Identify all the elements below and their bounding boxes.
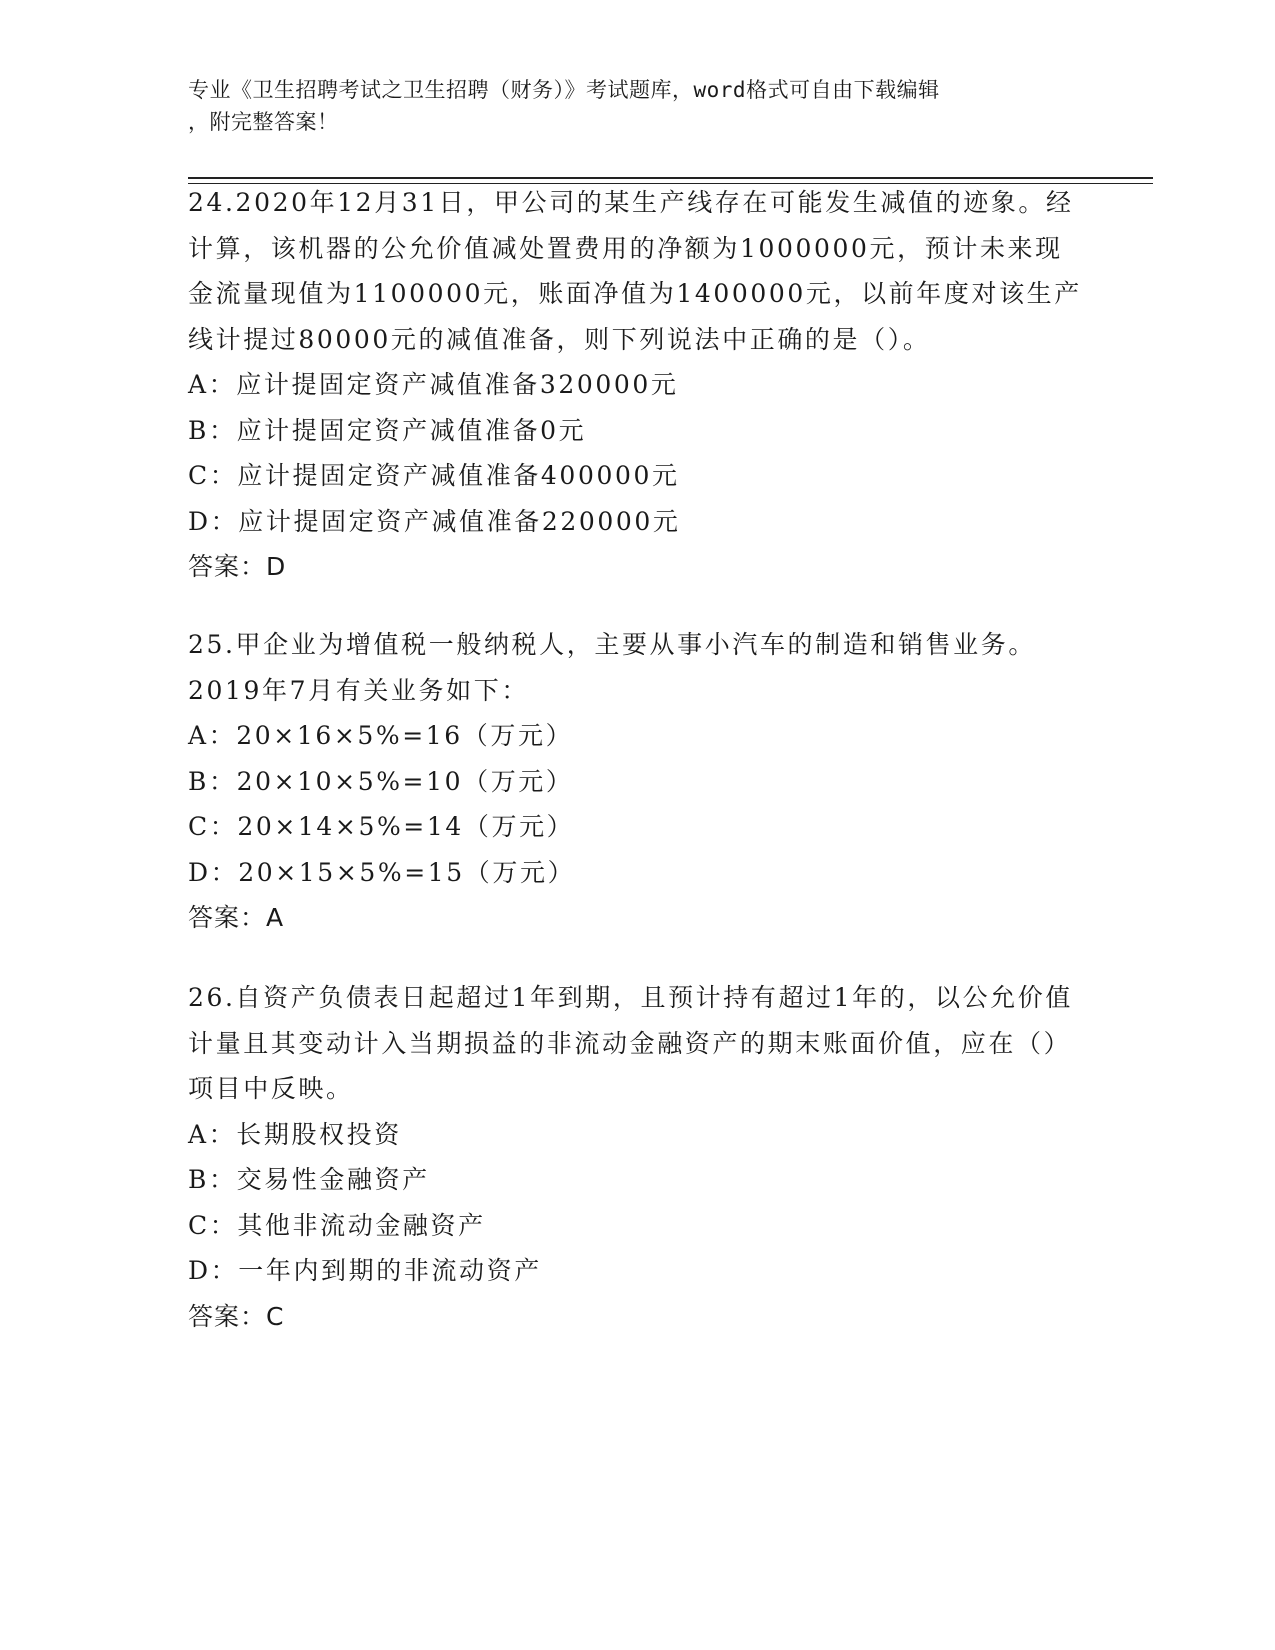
answer: 答案：D: [188, 552, 287, 581]
option-d: D：20×15×5%=15（万元）: [188, 857, 576, 887]
answer: 答案：A: [188, 903, 285, 932]
document-header: 专业《卫生招聘考试之卫生招聘（财务）》考试题库，word格式可自由下载编辑 ，附完整答案！: [188, 78, 940, 134]
option-c: C：其他非流动金融资产: [188, 1210, 486, 1240]
question-25: [188, 622, 1088, 941]
question-stem: 24.2020年12月31日，甲公司的某生产线存在可能发生减值的迹象。经计算，该机器的公允价值减处置费用的净额为1000000元，预计未来现金流量现值为1100000元，账面净值为1400000元，以前年度对该生产线计提过80000元的减值准备，则下列说法中正确的是（）。: [188, 188, 1082, 354]
option-b: B：应计提固定资产减值准备0元: [188, 415, 587, 445]
option-c: C：应计提固定资产减值准备400000元: [188, 461, 680, 490]
option-d: D：一年内到期的非流动资产: [188, 1256, 542, 1285]
question-stem: 26.自资产负债表日起超过1年到期，且预计持有超过1年的，以公允价值计量且其变动计入当期损益的非流动金融资产的期末账面价值，应在（）项目中反映。: [188, 983, 1073, 1103]
option-c: C：20×14×5%=14（万元）: [188, 812, 575, 841]
question-26: [188, 975, 1088, 1339]
answer: 答案：C: [188, 1301, 285, 1331]
header-divider-thick: [188, 177, 1153, 179]
option-a: A：20×16×5%=16（万元）: [188, 721, 574, 750]
option-b: B：20×10×5%=10（万元）: [188, 766, 574, 796]
option-a: A：长期股权投资: [188, 1119, 402, 1149]
question-stem: 25.甲企业为增值税一般纳税人，主要从事小汽车的制造和销售业务。2019年7月有关业务如下：: [188, 630, 1036, 705]
option-b: B：交易性金融资产: [188, 1165, 430, 1194]
option-d: D：应计提固定资产减值准备220000元: [188, 506, 681, 536]
option-a: A：应计提固定资产减值准备320000元: [188, 370, 679, 399]
question-24: [188, 180, 1088, 590]
